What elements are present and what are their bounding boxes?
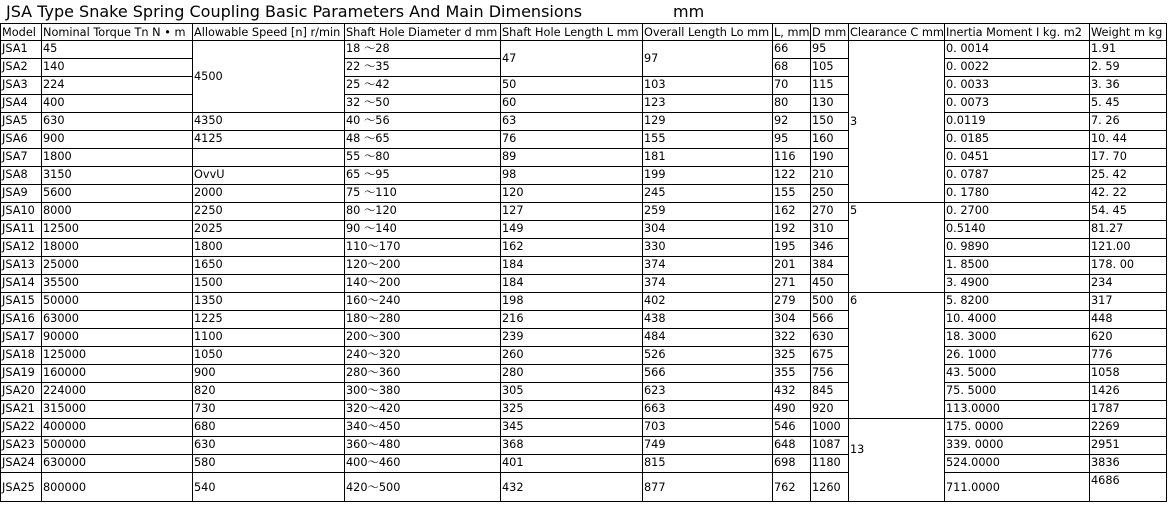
bore-cell: 110～170 <box>345 239 501 257</box>
torque-cell: 18000 <box>42 239 193 257</box>
table-row <box>1 221 1167 239</box>
model-cell: JSA8 <box>1 167 42 185</box>
weight-cell: 448 <box>1090 311 1167 329</box>
L-cell: 304 <box>773 311 811 329</box>
torque-cell: 1800 <box>42 149 193 167</box>
D-cell: 756 <box>811 365 849 383</box>
torque-cell: 224000 <box>42 383 193 401</box>
torque-cell: 800000 <box>42 473 193 502</box>
model-cell: JSA11 <box>1 221 42 239</box>
table-row <box>1 131 1167 149</box>
torque-cell: 63000 <box>42 311 193 329</box>
speed-cell: 630 <box>193 437 345 455</box>
table-row <box>1 329 1167 347</box>
table-row <box>1 239 1167 257</box>
inertia-cell: 0. 0451 <box>945 149 1090 167</box>
speed-cell: 4350 <box>193 113 345 131</box>
hole-length-cell: 432 <box>501 473 643 502</box>
model-cell: JSA4 <box>1 95 42 113</box>
weight-cell: 2951 <box>1090 437 1167 455</box>
L-cell: 490 <box>773 401 811 419</box>
inertia-cell: 43. 5000 <box>945 365 1090 383</box>
table-row <box>1 275 1167 293</box>
header-torque: Nominal Torque Tn N • m <box>42 24 193 41</box>
table-row <box>1 41 1167 59</box>
weight-cell: 776 <box>1090 347 1167 365</box>
overall-length-cell: 245 <box>643 185 773 203</box>
D-cell: 1000 <box>811 419 849 437</box>
weight-cell: 5. 45 <box>1090 95 1167 113</box>
speed-cell: 1350 <box>193 293 345 311</box>
table-row <box>1 455 1167 473</box>
overall-length-cell: 199 <box>643 167 773 185</box>
bore-cell: 80 ～120 <box>345 203 501 221</box>
torque-cell: 500000 <box>42 437 193 455</box>
bore-cell: 25 ～42 <box>345 77 501 95</box>
table-row <box>1 203 1167 221</box>
model-cell: JSA23 <box>1 437 42 455</box>
inertia-cell: 0. 0073 <box>945 95 1090 113</box>
torque-cell: 160000 <box>42 365 193 383</box>
speed-cell: 1050 <box>193 347 345 365</box>
bore-cell: 280～360 <box>345 365 501 383</box>
torque-cell: 140 <box>42 59 193 77</box>
D-cell: 210 <box>811 167 849 185</box>
torque-cell: 12500 <box>42 221 193 239</box>
inertia-cell: 0. 1780 <box>945 185 1090 203</box>
torque-cell: 8000 <box>42 203 193 221</box>
table-row <box>1 77 1167 95</box>
speed-cell: 820 <box>193 383 345 401</box>
overall-length-cell: 402 <box>643 293 773 311</box>
torque-cell: 630000 <box>42 455 193 473</box>
weight-cell: 1.91 <box>1090 41 1167 59</box>
model-cell: JSA1 <box>1 41 42 59</box>
parameters-table <box>0 23 1167 502</box>
inertia-cell: 0.5140 <box>945 221 1090 239</box>
bore-cell: 18 ～28 <box>345 41 501 59</box>
header-hole-length: Shaft Hole Length L mm <box>501 24 643 41</box>
overall-length-cell: 123 <box>643 95 773 113</box>
L-cell: 192 <box>773 221 811 239</box>
D-cell: 95 <box>811 41 849 59</box>
inertia-cell: 5. 8200 <box>945 293 1090 311</box>
table-row <box>1 293 1167 311</box>
L-cell: 66 <box>773 41 811 59</box>
table-row <box>1 113 1167 131</box>
model-cell: JSA22 <box>1 419 42 437</box>
overall-length-cell: 330 <box>643 239 773 257</box>
L-cell: 698 <box>773 455 811 473</box>
inertia-cell: 0. 0022 <box>945 59 1090 77</box>
hole-length-cell: 76 <box>501 131 643 149</box>
overall-length-cell: 181 <box>643 149 773 167</box>
hole-length-cell: 280 <box>501 365 643 383</box>
bore-cell: 75 ～110 <box>345 185 501 203</box>
D-cell: 346 <box>811 239 849 257</box>
torque-cell: 125000 <box>42 347 193 365</box>
speed-cell: 2000 <box>193 185 345 203</box>
weight-cell: 3. 36 <box>1090 77 1167 95</box>
table-row <box>1 347 1167 365</box>
inertia-cell: 175. 0000 <box>945 419 1090 437</box>
L-cell: 122 <box>773 167 811 185</box>
speed-cell: 2250 <box>193 203 345 221</box>
hole-length-cell: 120 <box>501 185 643 203</box>
clearance-cell: 6 <box>849 293 945 419</box>
hole-length-cell: 63 <box>501 113 643 131</box>
speed-cell: 900 <box>193 365 345 383</box>
model-cell: JSA16 <box>1 311 42 329</box>
L-cell: 80 <box>773 95 811 113</box>
model-cell: JSA9 <box>1 185 42 203</box>
header-inertia: Inertia Moment I kg. m2 <box>945 24 1090 41</box>
inertia-cell: 26. 1000 <box>945 347 1090 365</box>
bore-cell: 120～200 <box>345 257 501 275</box>
inertia-cell: 75. 5000 <box>945 383 1090 401</box>
document-title: JSA Type Snake Spring Coupling Basic Parameters And Main Dimensions <box>6 2 583 21</box>
L-cell: 162 <box>773 203 811 221</box>
inertia-cell: 524.0000 <box>945 455 1090 473</box>
overall-length-cell: 663 <box>643 401 773 419</box>
L-cell: 155 <box>773 185 811 203</box>
hole-length-cell: 325 <box>501 401 643 419</box>
D-cell: 190 <box>811 149 849 167</box>
weight-cell: 17. 70 <box>1090 149 1167 167</box>
hole-length-cell: 401 <box>501 455 643 473</box>
overall-length-cell: 129 <box>643 113 773 131</box>
hole-length-cell: 50 <box>501 77 643 95</box>
unit-label: mm <box>673 2 705 21</box>
model-cell: JSA6 <box>1 131 42 149</box>
L-cell: 432 <box>773 383 811 401</box>
overall-length-cell: 749 <box>643 437 773 455</box>
bore-cell: 400～460 <box>345 455 501 473</box>
clearance-cell: 3 <box>849 41 945 203</box>
L-cell: 322 <box>773 329 811 347</box>
D-cell: 130 <box>811 95 849 113</box>
overall-length-cell: 304 <box>643 221 773 239</box>
model-cell: JSA15 <box>1 293 42 311</box>
table-row <box>1 437 1167 455</box>
bore-cell: 48 ～65 <box>345 131 501 149</box>
L-cell: 95 <box>773 131 811 149</box>
clearance-cell: 13 <box>849 419 945 502</box>
overall-length-cell: 526 <box>643 347 773 365</box>
inertia-cell: 0.0119 <box>945 113 1090 131</box>
speed-cell: 1800 <box>193 239 345 257</box>
weight-cell: 25. 42 <box>1090 167 1167 185</box>
torque-cell: 5600 <box>42 185 193 203</box>
torque-cell: 50000 <box>42 293 193 311</box>
hole-length-cell: 239 <box>501 329 643 347</box>
speed-cell: 4500 <box>193 41 345 113</box>
inertia-cell: 0. 0185 <box>945 131 1090 149</box>
L-cell: 546 <box>773 419 811 437</box>
weight-cell: 42. 22 <box>1090 185 1167 203</box>
inertia-cell: 0. 0787 <box>945 167 1090 185</box>
overall-length-cell: 259 <box>643 203 773 221</box>
torque-cell: 45 <box>42 41 193 59</box>
model-cell: JSA10 <box>1 203 42 221</box>
overall-length-cell: 566 <box>643 365 773 383</box>
bore-cell: 300～380 <box>345 383 501 401</box>
model-cell: JSA25 <box>1 473 42 502</box>
L-cell: 762 <box>773 473 811 502</box>
speed-cell: 2025 <box>193 221 345 239</box>
D-cell: 450 <box>811 275 849 293</box>
bore-cell: 32 ～50 <box>345 95 501 113</box>
speed-cell: 680 <box>193 419 345 437</box>
bore-cell: 240～320 <box>345 347 501 365</box>
L-cell: 68 <box>773 59 811 77</box>
speed-cell <box>193 149 345 167</box>
bore-cell: 340～450 <box>345 419 501 437</box>
bore-cell: 90 ～140 <box>345 221 501 239</box>
weight-cell: 234 <box>1090 275 1167 293</box>
table-row <box>1 419 1167 437</box>
model-cell: JSA18 <box>1 347 42 365</box>
speed-cell: 1650 <box>193 257 345 275</box>
torque-cell: 400 <box>42 95 193 113</box>
D-cell: 920 <box>811 401 849 419</box>
torque-cell: 35500 <box>42 275 193 293</box>
torque-cell: 3150 <box>42 167 193 185</box>
D-cell: 270 <box>811 203 849 221</box>
weight-cell: 620 <box>1090 329 1167 347</box>
D-cell: 160 <box>811 131 849 149</box>
L-cell: 279 <box>773 293 811 311</box>
L-cell: 648 <box>773 437 811 455</box>
D-cell: 150 <box>811 113 849 131</box>
bore-cell: 22 ～35 <box>345 59 501 77</box>
hole-length-cell: 89 <box>501 149 643 167</box>
model-cell: JSA12 <box>1 239 42 257</box>
hole-length-cell: 368 <box>501 437 643 455</box>
overall-length-cell: 374 <box>643 257 773 275</box>
speed-cell: 730 <box>193 401 345 419</box>
bore-cell: 200～300 <box>345 329 501 347</box>
speed-cell: 580 <box>193 455 345 473</box>
overall-length-cell: 97 <box>643 41 773 77</box>
header-model: Model <box>1 24 42 41</box>
torque-cell: 315000 <box>42 401 193 419</box>
L-cell: 92 <box>773 113 811 131</box>
hole-length-cell: 305 <box>501 383 643 401</box>
document-title-bar <box>0 2 1171 22</box>
hole-length-cell: 184 <box>501 257 643 275</box>
inertia-cell: 339. 0000 <box>945 437 1090 455</box>
model-cell: JSA21 <box>1 401 42 419</box>
model-cell: JSA2 <box>1 59 42 77</box>
weight-cell: 121.00 <box>1090 239 1167 257</box>
inertia-cell: 3. 4900 <box>945 275 1090 293</box>
header-overall-length: Overall Length Lo mm <box>643 24 773 41</box>
torque-cell: 630 <box>42 113 193 131</box>
bore-cell: 55 ～80 <box>345 149 501 167</box>
torque-cell: 224 <box>42 77 193 95</box>
table-row <box>1 311 1167 329</box>
overall-length-cell: 623 <box>643 383 773 401</box>
hole-length-cell: 184 <box>501 275 643 293</box>
speed-cell: 1500 <box>193 275 345 293</box>
inertia-cell: 113.0000 <box>945 401 1090 419</box>
speed-cell: 540 <box>193 473 345 502</box>
weight-cell: 3836 <box>1090 455 1167 473</box>
weight-cell: 2269 <box>1090 419 1167 437</box>
table-row <box>1 401 1167 419</box>
bore-cell: 360～480 <box>345 437 501 455</box>
L-cell: 325 <box>773 347 811 365</box>
overall-length-cell: 484 <box>643 329 773 347</box>
weight-cell: 317 <box>1090 293 1167 311</box>
D-cell: 1180 <box>811 455 849 473</box>
inertia-cell: 0. 2700 <box>945 203 1090 221</box>
weight-cell: 2. 59 <box>1090 59 1167 77</box>
model-cell: JSA3 <box>1 77 42 95</box>
inertia-cell: 0. 9890 <box>945 239 1090 257</box>
bore-cell: 140～200 <box>345 275 501 293</box>
weight-cell: 1058 <box>1090 365 1167 383</box>
torque-cell: 25000 <box>42 257 193 275</box>
header-speed: Allowable Speed [n] r/min <box>193 24 345 41</box>
torque-cell: 900 <box>42 131 193 149</box>
model-cell: JSA5 <box>1 113 42 131</box>
hole-length-cell: 98 <box>501 167 643 185</box>
hole-length-cell: 47 <box>501 41 643 77</box>
inertia-cell: 711.0000 <box>945 473 1090 502</box>
D-cell: 675 <box>811 347 849 365</box>
hole-length-cell: 345 <box>501 419 643 437</box>
table-row <box>1 149 1167 167</box>
table-row <box>1 383 1167 401</box>
D-cell: 1260 <box>811 473 849 502</box>
D-cell: 105 <box>811 59 849 77</box>
D-cell: 250 <box>811 185 849 203</box>
bore-cell: 65 ～95 <box>345 167 501 185</box>
hole-length-cell: 198 <box>501 293 643 311</box>
torque-cell: 400000 <box>42 419 193 437</box>
model-cell: JSA14 <box>1 275 42 293</box>
clearance-cell: 5 <box>849 203 945 293</box>
bore-cell: 160～240 <box>345 293 501 311</box>
bore-cell: 40 ～56 <box>345 113 501 131</box>
model-cell: JSA7 <box>1 149 42 167</box>
hole-length-cell: 162 <box>501 239 643 257</box>
inertia-cell: 0. 0014 <box>945 41 1090 59</box>
weight-cell: 4686 <box>1090 473 1167 502</box>
inertia-cell: 0. 0033 <box>945 77 1090 95</box>
D-cell: 566 <box>811 311 849 329</box>
hole-length-cell: 127 <box>501 203 643 221</box>
model-cell: JSA24 <box>1 455 42 473</box>
table-row <box>1 95 1167 113</box>
L-cell: 195 <box>773 239 811 257</box>
hole-length-cell: 149 <box>501 221 643 239</box>
overall-length-cell: 703 <box>643 419 773 437</box>
D-cell: 310 <box>811 221 849 239</box>
table-row <box>1 167 1167 185</box>
header-L: L, mm <box>774 25 810 39</box>
L-cell: 70 <box>773 77 811 95</box>
hole-length-cell: 260 <box>501 347 643 365</box>
overall-length-cell: 877 <box>643 473 773 502</box>
table-row <box>1 185 1167 203</box>
weight-cell: 54. 45 <box>1090 203 1167 221</box>
model-cell: JSA13 <box>1 257 42 275</box>
header-bore: Shaft Hole Diameter d mm <box>345 24 501 41</box>
D-cell: 630 <box>811 329 849 347</box>
torque-cell: 90000 <box>42 329 193 347</box>
overall-length-cell: 374 <box>643 275 773 293</box>
table-row <box>1 365 1167 383</box>
header-weight: Weight m kg <box>1090 24 1167 41</box>
speed-cell: OvvU <box>193 167 345 185</box>
L-cell: 355 <box>773 365 811 383</box>
weight-cell: 1426 <box>1090 383 1167 401</box>
header-D: D mm <box>811 24 849 41</box>
weight-cell: 178. 00 <box>1090 257 1167 275</box>
overall-length-cell: 815 <box>643 455 773 473</box>
bore-cell: 420～500 <box>345 473 501 502</box>
D-cell: 845 <box>811 383 849 401</box>
overall-length-cell: 438 <box>643 311 773 329</box>
D-cell: 1087 <box>811 437 849 455</box>
L-cell: 271 <box>773 275 811 293</box>
weight-cell: 81.27 <box>1090 221 1167 239</box>
inertia-cell: 18. 3000 <box>945 329 1090 347</box>
weight-cell: 7. 26 <box>1090 113 1167 131</box>
model-cell: JSA20 <box>1 383 42 401</box>
inertia-cell: 10. 4000 <box>945 311 1090 329</box>
weight-cell: 1787 <box>1090 401 1167 419</box>
L-cell: 201 <box>773 257 811 275</box>
header-row <box>1 24 1167 41</box>
overall-length-cell: 155 <box>643 131 773 149</box>
speed-cell: 1225 <box>193 311 345 329</box>
model-cell: JSA17 <box>1 329 42 347</box>
hole-length-cell: 60 <box>501 95 643 113</box>
L-cell: 116 <box>773 149 811 167</box>
header-clearance: Clearance C mm <box>850 25 944 39</box>
bore-cell: 320～420 <box>345 401 501 419</box>
D-cell: 115 <box>811 77 849 95</box>
overall-length-cell: 103 <box>643 77 773 95</box>
speed-cell: 4125 <box>193 131 345 149</box>
model-cell: JSA19 <box>1 365 42 383</box>
weight-cell: 10. 44 <box>1090 131 1167 149</box>
speed-cell: 1100 <box>193 329 345 347</box>
bore-cell: 180～280 <box>345 311 501 329</box>
D-cell: 384 <box>811 257 849 275</box>
hole-length-cell: 216 <box>501 311 643 329</box>
table-row <box>1 473 1167 502</box>
table-row <box>1 257 1167 275</box>
D-cell: 500 <box>811 293 849 311</box>
inertia-cell: 1. 8500 <box>945 257 1090 275</box>
